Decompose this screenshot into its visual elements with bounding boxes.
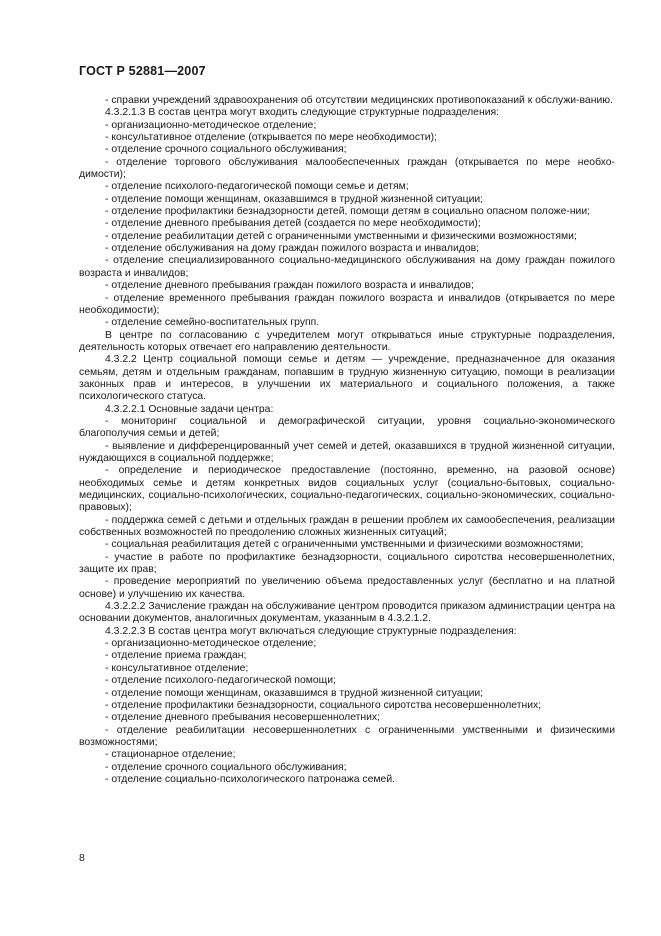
list-item: - отделение профилактики безнадзорности детей, помощи детям в социально опасном положе-нии; [105, 206, 591, 218]
list-item: - отделение психолого-педагогической помощи семье и детям; [105, 181, 409, 193]
list-item: - стационарное отделение; [105, 749, 236, 761]
list-item: - отделение дневного пребывания несовершеннолетних; [105, 712, 381, 724]
document-body [79, 95, 615, 786]
list-item: - отделение специализированного социально-медицинского обслуживания на дому граждан пожилого возраста и инвалидов; [79, 255, 615, 279]
paragraph: 4.3.2.2.2 Зачисление граждан на обслуживание центром проводится приказом администрации центра на основании документов, аналогичных документам, указанным в 4.3.2.1.2. [79, 601, 615, 625]
paragraph: 4.3.2.1.3 В состав центра могут входить следующие структурные подразделения: [105, 107, 500, 119]
list-item: - консультативное отделение; [105, 662, 249, 674]
paragraph: 4.3.2.2.3 В состав центра могут включаться следующие структурные подразделения: [105, 625, 517, 637]
list-item: - отделение срочного социального обслуживания; [105, 144, 347, 156]
list-item: - отделение семейно-воспитательных групп. [105, 317, 320, 329]
list-item: - участие в работе по профилактике безнадзорности, социального сиротства несовершеннолетних, защите их прав; [79, 551, 615, 576]
list-item: - поддержка семей с детьми и отдельных граждан в решении проблем их самообеспечения, реализации собственных возможностей по преодолению сложных жизненных ситуаций; [79, 514, 615, 539]
list-item: - отделение реабилитации детей с ограниченными умственными и физическими возможностями; [105, 230, 577, 242]
list-item: - консультативное отделение (открывается по мере необходимости); [105, 132, 437, 144]
list-item: - отделение помощи женщинам, оказавшимся в трудной жизненной ситуации; [105, 193, 484, 205]
list-item: - отделение приема граждан; [105, 650, 247, 662]
paragraph: 4.3.2.2.1 Основные задачи центра: [105, 403, 274, 415]
list-item: - выявление и дифференцированный учет семей и детей, оказавшихся в трудной жизненной ситуации, нуждающихся в социальной поддержке; [79, 440, 615, 464]
list-item: - отделение реабилитации несовершеннолетних с ограниченными умственными и физическими возможностями; [79, 724, 615, 748]
list-item: - отделение помощи женщинам, оказавшимся в трудной жизненной ситуации; [105, 687, 484, 699]
list-item: - отделение дневного пребывания детей (создается по мере необходимости); [105, 218, 481, 230]
list-item: - отделение временного пребывания граждан пожилого возраста и инвалидов (открывается по мере необходимости); [79, 292, 615, 316]
list-item: - организационно-методическое отделение; [105, 638, 317, 650]
list-item: - организационно-методическое отделение; [105, 119, 317, 131]
list-item: - отделение торгового обслуживания малообеспеченных граждан (открывается по мере необхо-димости); [79, 156, 615, 181]
list-item: - отделение срочного социального обслуживания; [105, 761, 347, 773]
list-item: - отделение профилактики безнадзорности, социального сиротства несовершеннолетних; [105, 699, 542, 711]
document-header: ГОСТ Р 52881—2007 [79, 64, 206, 78]
list-item: - отделение социально-психологического патронажа семей. [105, 773, 396, 785]
list-item: - мониторинг социальной и демографической ситуации, уровня социально-экономического благополучия семьи и детей; [79, 415, 615, 440]
page-number: 8 [79, 852, 85, 864]
list-item: - социальная реабилитация детей с ограниченными умственными и физическими возможностями; [105, 539, 584, 551]
list-item: - определение и периодическое предоставление (постоянно, временно, на разовой основе) необходимых семье и детям конкретных видов социальных услуг (социально-бытовых, социально-медицинских, социально-психологических, социально-педагогических, социально-экономических, социально-правовых); [79, 465, 615, 514]
paragraph: 4.3.2.2 Центр социальной помощи семье и детям — учреждение, предназначенное для оказания семьям, детям и отдельным гражданам, попавшим в трудную жизненную ситуацию, помощи в реализации законных прав и интересов, в улучшении их материального и социального положения, а также психологического статуса. [79, 354, 615, 403]
list-item: - отделение обслуживания на дому граждан пожилого возраста и инвалидов; [105, 243, 480, 255]
list-item: - проведение мероприятий по увеличению объема предоставленных услуг (бесплатно и на платной основе) и улучшению их качества. [79, 576, 615, 600]
list-item: - отделение психолого-педагогической помощи; [105, 675, 336, 687]
paragraph: - справки учреждений здравоохранения об отсутствии медицинских противопоказаний к обслужи-ванию. [105, 95, 613, 106]
list-item: - отделение дневного пребывания граждан пожилого возраста и инвалидов; [105, 280, 474, 292]
paragraph: В центре по согласованию с учредителем могут открываться иные структурные подразделения, деятельность которых отвечает его направлению деятельности. [79, 329, 615, 353]
